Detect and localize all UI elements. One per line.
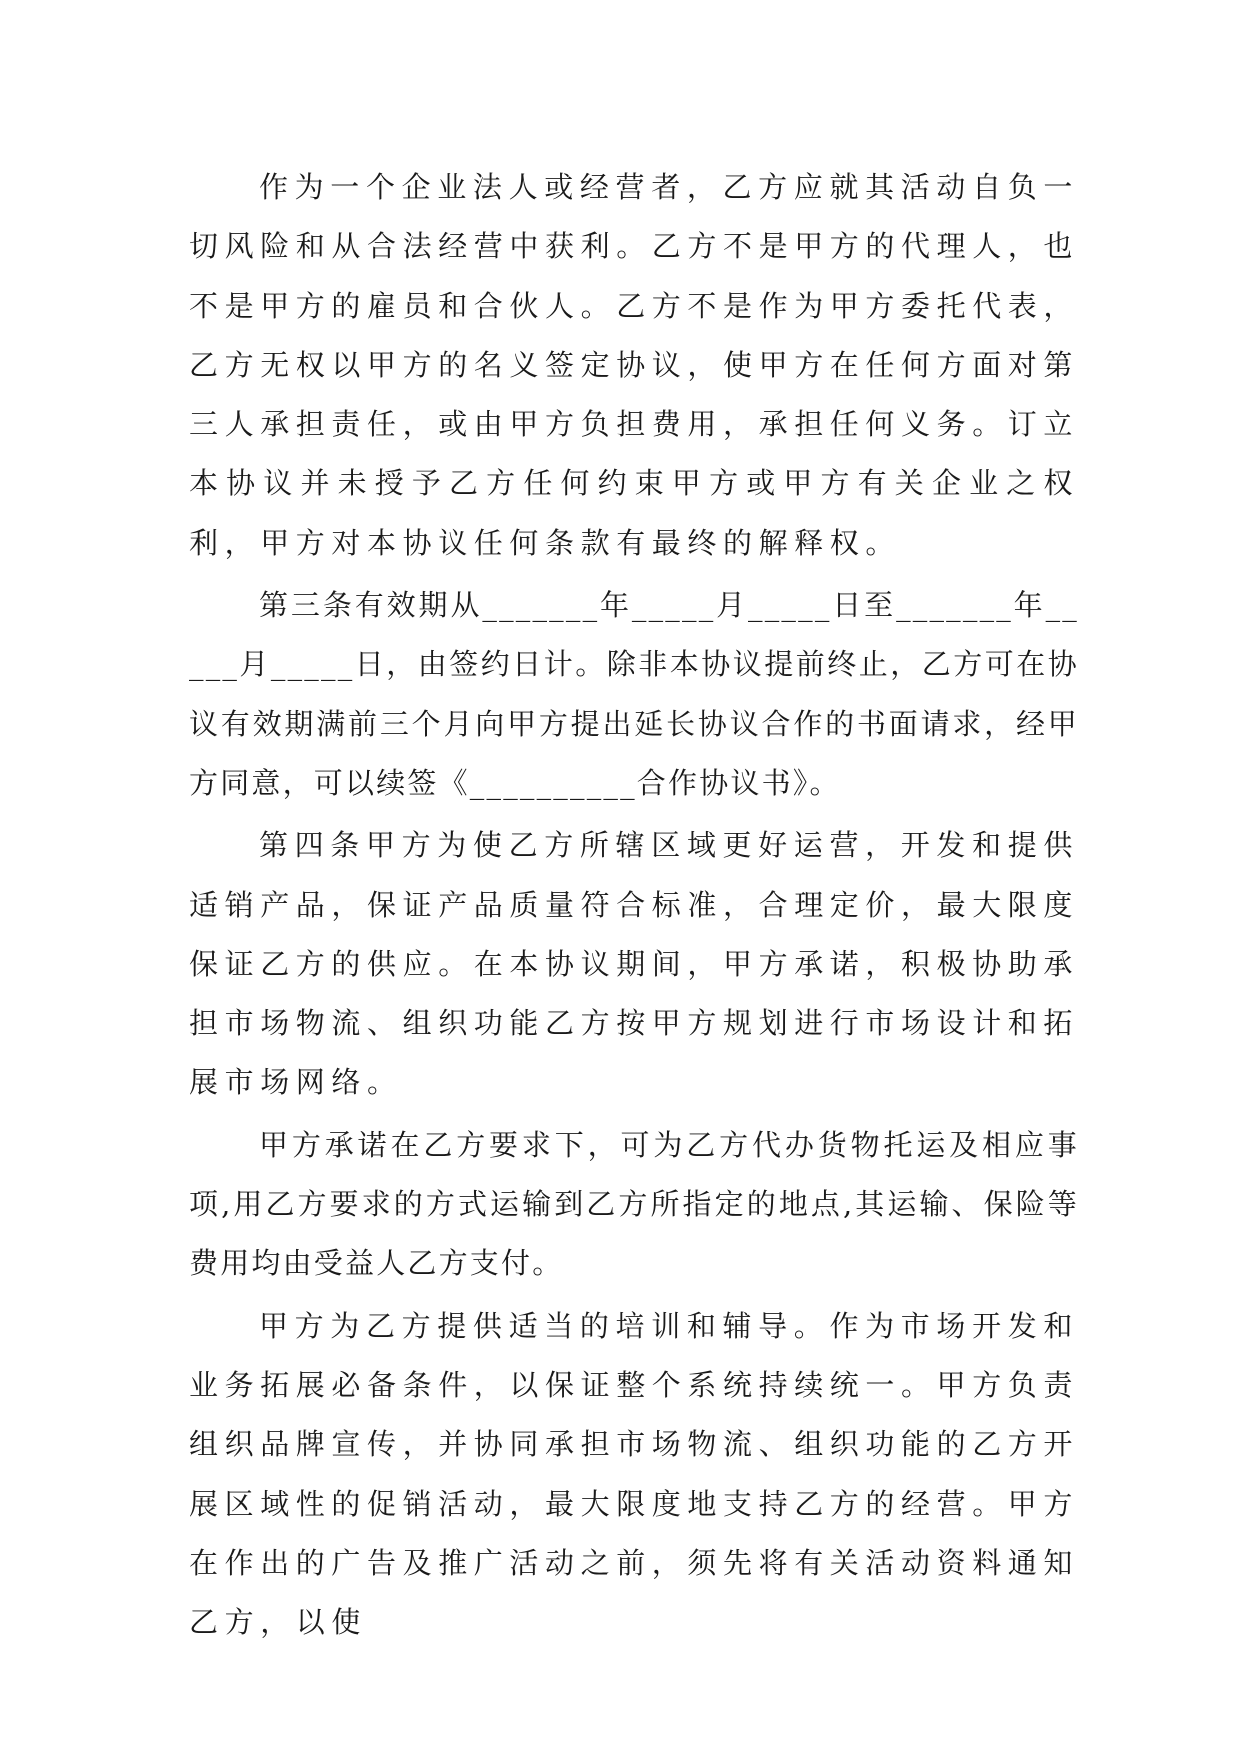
paragraph-article-3-validity: 第三条有效期从_______年_____月_____日至_______年_____月_____日，由签约日计。除非本协议提前终止，乙方可在协议有效期满前三个月向甲方提出延长协议合作的书面请求，经甲方同意，可以续签《__________合作协议书》。 xyxy=(189,588,1079,800)
paragraph-article-4-obligations: 第四条甲方为使乙方所辖区域更好运营，开发和提供适销产品，保证产品质量符合标准，合理定价，最大限度保证乙方的供应。在本协议期间，甲方承诺，积极协助承担市场物流、组织功能乙方按甲方规划进行市场设计和拓展市场网络。 xyxy=(189,828,1080,1100)
document-body xyxy=(189,158,1079,1652)
paragraph-legal-status: 作为一个企业法人或经营者，乙方应就其活动自负一切风险和从合法经营中获利。乙方不是甲方的代理人，也不是甲方的雇员和合伙人。乙方不是作为甲方委托代表，乙方无权以甲方的名义签定协议，使甲方在任何方面对第三人承担责任，或由甲方负担费用，承担任何义务。订立本协议并未授予乙方任何约束甲方或甲方有关企业之权利，甲方对本协议任何条款有最终的解释权。 xyxy=(189,170,1080,560)
paragraph-training-support: 甲方为乙方提供适当的培训和辅导。作为市场开发和业务拓展必备条件，以保证整个系统持续统一。甲方负责组织品牌宣传，并协同承担市场物流、组织功能的乙方开展区域性的促销活动，最大限度地支持乙方的经营。甲方在作出的广告及推广活动之前，须先将有关活动资料通知乙方，以使 xyxy=(189,1308,1080,1640)
paragraph-shipping-services: 甲方承诺在乙方要求下，可为乙方代办货物托运及相应事项,用乙方要求的方式运输到乙方所指定的地点,其运输、保险等费用均由受益人乙方支付。 xyxy=(189,1127,1079,1281)
